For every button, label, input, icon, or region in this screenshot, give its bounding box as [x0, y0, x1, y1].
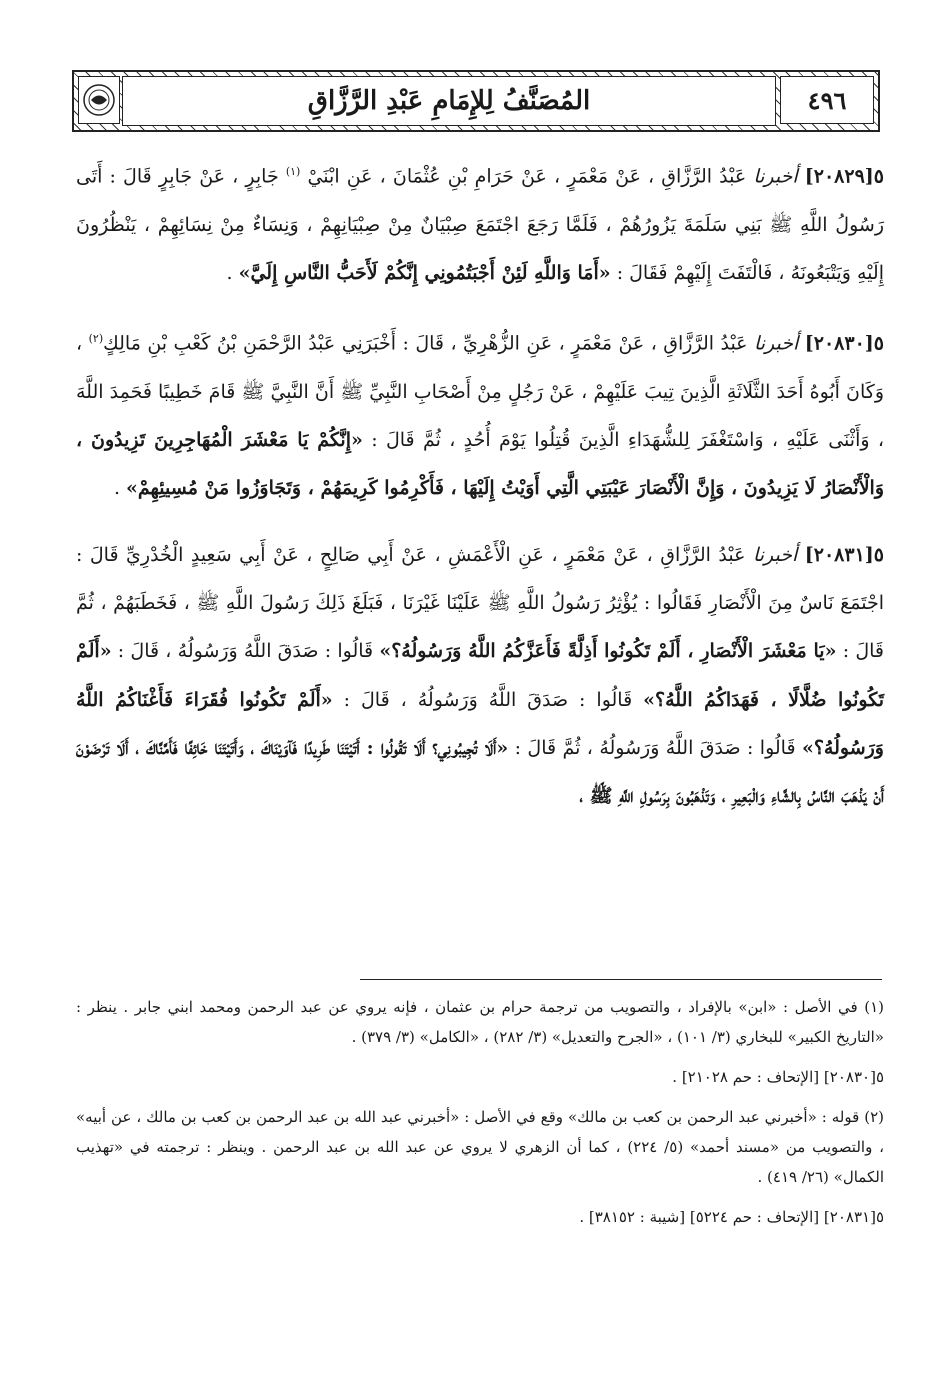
source-text: [الإتحاف : حم ٥٢٢٤] [شيبة : ٣٨١٥٢] .: [579, 1208, 820, 1226]
narration-text: قَالُوا : صَدَقَ اللَّهُ وَرَسُولُهُ ، قَالَ :: [111, 640, 380, 663]
narration-text: قَالُوا : صَدَقَ اللَّهُ وَرَسُولُهُ ، ثُمَّ قَالَ :: [508, 736, 802, 759]
prophetic-quote: «إِنَّكُمْ يَا مَعْشَرَ الْمُهَاجِرِينَ تَزِيدُونَ ، وَالْأَنْصَارُ لَا يَزِيدُونَ ، وَإِنَّ الْأَنْصَارَ عَيْبَتِي الَّتِي أَوَيْتُ إِلَيْهَا ، فَأَكْرِمُوا كَرِيمَهُمْ ، وَتَجَاوَزُوا مَنْ مُسِيئِهِمْ»: [76, 429, 884, 500]
hadith-number: ٥[٢٠٨٢٩]: [804, 165, 885, 188]
page-header: [72, 70, 880, 132]
footnote-label: (٢): [864, 1108, 884, 1126]
source-note: [76, 1062, 884, 1092]
hadith-20830: [76, 315, 884, 513]
chain-label: أخبرنا: [752, 543, 798, 566]
source-label: ٥[٢٠٨٣٠]: [823, 1068, 884, 1086]
hadith-number: ٥[٢٠٨٣٠]: [804, 332, 885, 355]
footnote-ref[interactable]: (٢): [88, 332, 104, 346]
source-label: ٥[٢٠٨٣١]: [823, 1208, 884, 1226]
prophetic-quote: «أَلَمْ تَكُونُوا ضُلَّالًا ، فَهَدَاكُمُ اللَّهُ؟»: [76, 640, 884, 711]
prophetic-quote: «أَلَا تُجِيبُونِي؟ أَلَا تَقُولُوا : أَتَيْتَنَا طَرِيدًا فَآوَيْنَاكَ ، وَأَتَيْتَنَا خَائِفًا فَأَمَّنَّاكَ ، أَلَا تَرْضَوْنَ أَنْ يَذْهَبَ النَّاسُ بِالشَّاءِ وَالْبَعِيرِ ، وَتَذْهَبُونَ بِرَسُولِ اللَّهِ ﷺ ،: [76, 736, 884, 808]
hadith-20829: [76, 148, 884, 297]
hadith-number: ٥[٢٠٨٣١]: [804, 543, 885, 566]
footnote-ref[interactable]: (١): [285, 165, 301, 178]
footnote-text: في الأصل : «ابن» بالإفراد ، والتصويب من ترجمة حرام بن عثمان ، فإنه يروي عن عبد الرحمن ومحمد ابني جابر . ينظر : «التاريخ الكبير» للبخاري (٣/ ١٠١) ، «الجرح والتعديل» (٣/ ٢٨٢) ، «الكامل» (٣/ ٣٧٩) .: [76, 998, 884, 1046]
book-title: المُصَنَّفُ لِلإِمَامِ عَبْدِ الرَّزَّاقِ: [307, 86, 591, 116]
prophetic-quote: «يَا مَعْشَرَ الْأَنْصَارِ ، أَلَمْ تَكُونُوا أَذِلَّةً فَأَعَزَّكُمُ اللَّهُ وَرَسُولُهُ؟»: [379, 640, 837, 663]
footnotes: [76, 992, 884, 1242]
narration-text: قَالُوا : صَدَقَ اللَّهُ وَرَسُولُهُ ، قَالَ :: [332, 688, 644, 711]
footnote: [76, 1102, 884, 1192]
footnote-text: قوله : «أخبرني عبد الرحمن بن كعب بن مالك» وقع في الأصل : «أخبرني عبد الله بن عبد الرحمن بن كعب بن مالك ، عن أبيه» ، والتصويب من «مسند أحمد» (٥/ ٢٢٤) ، كما أن الزهري لا يروي عن عبد الله بن عبد الرحمن . وينظر : ترجمته في «تهذيب الكمال» (٢٦/ ٤١٩) .: [76, 1108, 884, 1186]
narration-text: جَابِرٍ ، عَنْ جَابِرٍ قَالَ : أَتَى رَسُولُ اللَّهِ ﷺ بَنِي سَلَمَةَ يَزُورُهُمْ ، فَلَمَّا رَجَعَ اجْتَمَعَ صِبْيَانٌ مِنْ صِبْيَانِهِمْ ، وَنِسَاءٌ مِنْ نِسَائِهِمْ ، يَنْظُرُونَ إِلَيْهِ وَيَتْبَعُونَهُ ، فَالْتَفَتَ إِلَيْهِمْ فَقَالَ :: [76, 165, 884, 284]
prophetic-quote: «أَمَا وَاللَّهِ لَئِنْ أَجْبَتُمُونِي إِنَّكُمْ لَأَحَبُّ النَّاسِ إِلَيَّ»: [238, 261, 611, 284]
source-note: [76, 1202, 884, 1232]
hadith-20831: [76, 531, 884, 821]
footnote: [76, 992, 884, 1052]
chain-label: أخبرنا: [753, 332, 799, 355]
footnote-label: (١): [864, 998, 884, 1016]
main-text: [76, 148, 884, 839]
book-logo-icon: [78, 76, 120, 124]
source-text: [الإتحاف : حم ٢١٠٢٨] .: [672, 1068, 820, 1086]
paragraph-end: .: [113, 477, 127, 500]
paragraph-end: .: [226, 261, 239, 284]
prophetic-quote: «أَلَمْ تَكُونُوا فُقَرَاءَ فَأَغْنَاكُمُ اللَّهُ وَرَسُولُهُ؟»: [76, 688, 884, 759]
footnote-separator: [360, 979, 882, 980]
isnad-text: عَبْدُ الرَّزَّاقِ ، عَنْ مَعْمَرٍ ، عَنِ الْأَعْمَشِ ، عَنْ أَبِي صَالِحٍ ، عَنْ أَبِي سَعِيدٍ الْخُدْرِيِّ قَالَ : اجْتَمَعَ نَاسٌ مِنَ الْأَنْصَارِ فَقَالُوا : يُؤْثِرُ رَسُولُ اللَّهِ ﷺ عَلَيْنَا غَيْرَنَا ، فَبَلَغَ ذَلِكَ رَسُولَ اللَّهِ ﷺ ، فَخَطَبَهُمْ ، ثُمَّ قَالَ :: [76, 543, 884, 663]
page-number: ٤٩٦: [780, 76, 874, 124]
header-title-box: [122, 76, 776, 126]
chain-label: أخبرنا: [753, 165, 798, 188]
isnad-text: عَبْدُ الرَّزَّاقِ ، عَنْ مَعْمَرٍ ، عَنِ الزُّهْرِيِّ ، قَالَ : أَخْبَرَنِي عَبْدُ الرَّحْمَنِ بْنُ كَعْبِ بْنِ مَالِكٍ: [103, 332, 748, 355]
narration-text: ، وَكَانَ أَبُوهُ أَحَدَ الثَّلَاثَةِ الَّذِينَ تِيبَ عَلَيْهِمْ ، عَنْ رَجُلٍ مِنْ أَصْحَابِ النَّبِيِّ ﷺ أَنَّ النَّبِيَّ ﷺ قَامَ خَطِيبًا فَحَمِدَ اللَّهَ ، وَأَثْنَى عَلَيْهِ ، وَاسْتَغْفَرَ لِلشُّهَدَاءِ الَّذِينَ قُتِلُوا يَوْمَ أُحُدٍ ، ثُمَّ قَالَ :: [76, 332, 884, 452]
isnad-text: عَبْدُ الرَّزَّاقِ ، عَنْ مَعْمَرٍ ، عَنْ حَرَامِ بْنِ عُثْمَانَ ، عَنِ ابْنَيْ: [307, 165, 747, 188]
